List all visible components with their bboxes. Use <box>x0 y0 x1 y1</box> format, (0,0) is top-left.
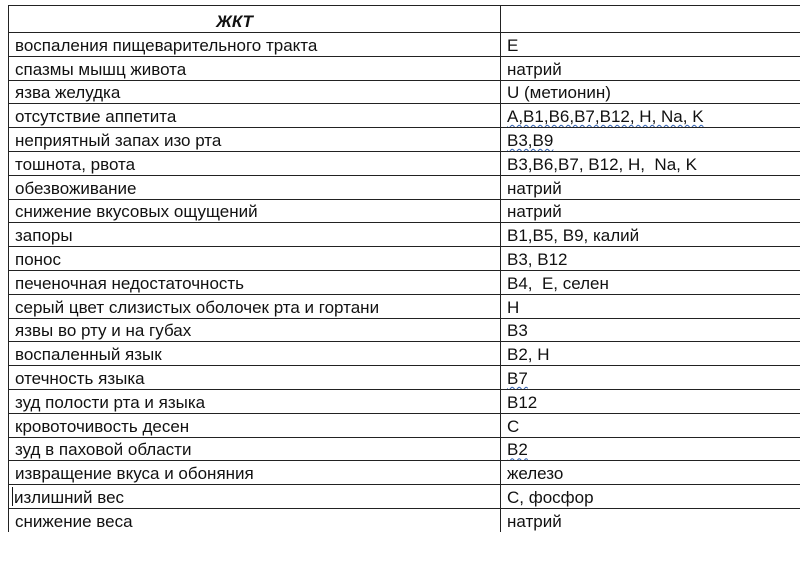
symptom-cell: снижение веса <box>9 508 501 532</box>
symptom-cell: тошнота, рвота <box>9 151 501 175</box>
symptom-cell: запоры <box>9 223 501 247</box>
table-row <box>9 318 800 342</box>
table-row <box>9 33 800 57</box>
table-row <box>9 104 800 128</box>
table-row <box>9 437 800 461</box>
nutrient-cell: натрий <box>501 175 800 199</box>
symptom-cell: отсутствие аппетита <box>9 104 501 128</box>
symptom-cell: печеночная недостаточность <box>9 270 501 294</box>
nutrient-cell: С <box>501 413 800 437</box>
table-row <box>9 485 800 509</box>
symptom-cell: зуд полости рта и языка <box>9 389 501 413</box>
symptom-cell: язвы во рту и на губах <box>9 318 501 342</box>
table-row <box>9 294 800 318</box>
nutrient-cell: Е <box>501 33 800 57</box>
table-row <box>9 175 800 199</box>
nutrient-cell <box>501 437 800 461</box>
table-title: ЖКТ <box>9 6 501 33</box>
symptom-cell: спазмы мышц живота <box>9 56 501 80</box>
symptom-cell: язва желудка <box>9 80 501 104</box>
nutrient-cell: натрий <box>501 56 800 80</box>
nutrient-cell: В3 <box>501 318 800 342</box>
vitamin-deficiency-table <box>8 5 800 532</box>
nutrient-cell: натрий <box>501 508 800 532</box>
nutrient-value: В2 <box>507 440 528 460</box>
nutrient-cell: В12 <box>501 389 800 413</box>
symptom-cell <box>9 485 501 509</box>
table-row <box>9 270 800 294</box>
table-row <box>9 151 800 175</box>
symptom-cell: зуд в паховой области <box>9 437 501 461</box>
symptom-cell: понос <box>9 247 501 271</box>
table-row <box>9 128 800 152</box>
symptom-cell: серый цвет слизистых оболочек рта и гортани <box>9 294 501 318</box>
symptom-cell: отечность языка <box>9 366 501 390</box>
nutrient-cell: В3,В6,В7, В12, Н, Na, K <box>501 151 800 175</box>
nutrient-cell: Н <box>501 294 800 318</box>
nutrient-cell <box>501 104 800 128</box>
table-row <box>9 461 800 485</box>
nutrient-cell: натрий <box>501 199 800 223</box>
nutrient-cell: железо <box>501 461 800 485</box>
table-row <box>9 413 800 437</box>
table-row <box>9 366 800 390</box>
table-row <box>9 247 800 271</box>
symptom-cell: извращение вкуса и обоняния <box>9 461 501 485</box>
table-row <box>9 508 800 532</box>
symptom-cell: снижение вкусовых ощущений <box>9 199 501 223</box>
symptom-cell: кровоточивость десен <box>9 413 501 437</box>
nutrient-cell: В4, Е, селен <box>501 270 800 294</box>
symptom-cell: воспаления пищеварительного тракта <box>9 33 501 57</box>
nutrient-value: В7 <box>507 368 528 388</box>
table-row <box>9 389 800 413</box>
table-row <box>9 342 800 366</box>
nutrient-cell: U (метионин) <box>501 80 800 104</box>
nutrient-cell <box>501 128 800 152</box>
symptom-text: излишний вес <box>14 487 125 507</box>
table-row <box>9 56 800 80</box>
nutrient-value: А,В1,В6,В7,В12, Н, Na, K <box>507 107 704 127</box>
table-row <box>9 223 800 247</box>
table-header-empty-cell <box>501 6 800 33</box>
symptom-cell: обезвоживание <box>9 175 501 199</box>
nutrient-cell: С, фосфор <box>501 485 800 509</box>
table-row <box>9 80 800 104</box>
nutrient-cell: В1,В5, В9, калий <box>501 223 800 247</box>
table-row <box>9 199 800 223</box>
text-cursor <box>12 487 13 506</box>
symptom-cell: воспаленный язык <box>9 342 501 366</box>
symptom-cell: неприятный запах изо рта <box>9 128 501 152</box>
table-header-row <box>9 6 800 33</box>
nutrient-cell <box>501 366 800 390</box>
nutrient-value: В3,В9 <box>507 130 554 150</box>
nutrient-cell: В2, Н <box>501 342 800 366</box>
nutrient-cell: В3, В12 <box>501 247 800 271</box>
